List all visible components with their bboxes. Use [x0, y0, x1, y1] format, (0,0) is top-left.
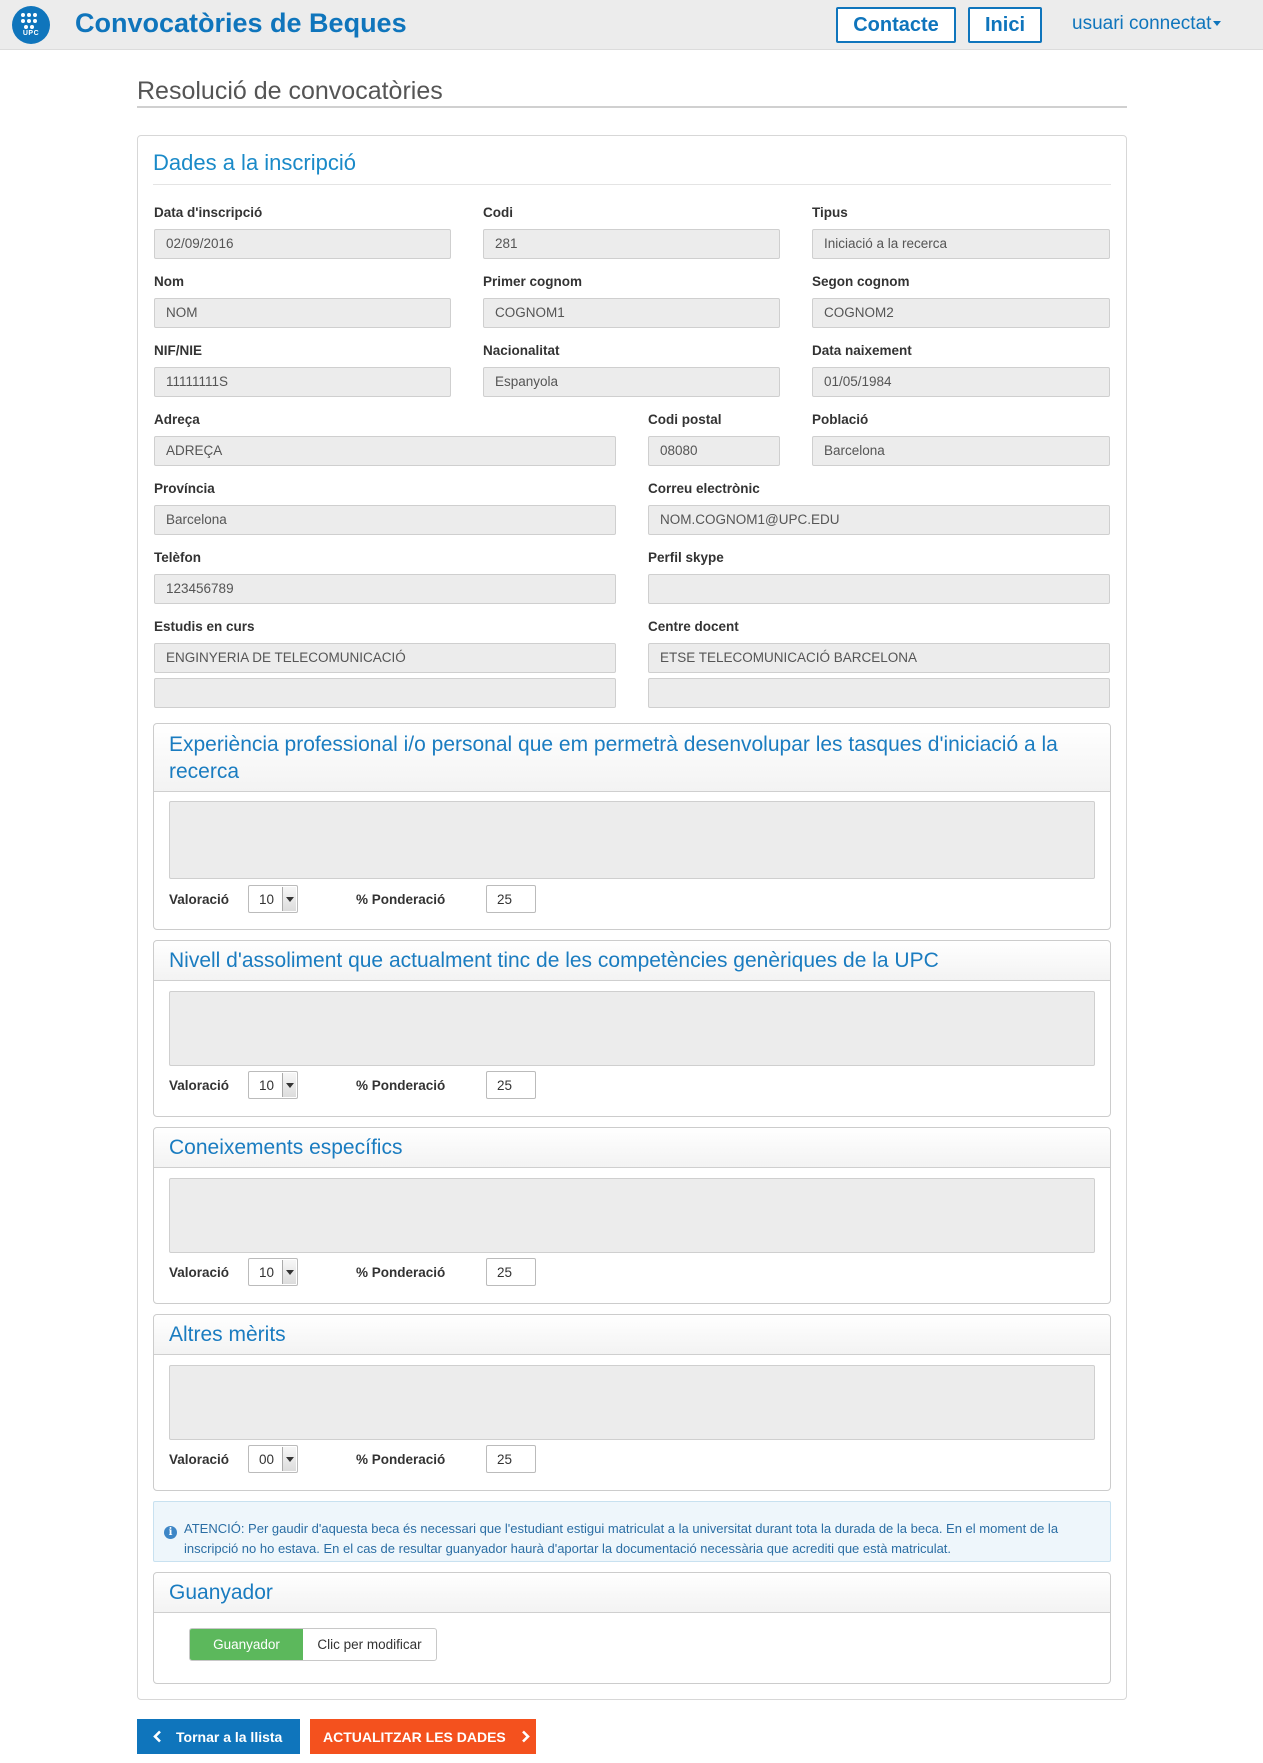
valoracio-label: Valoració	[169, 1265, 230, 1280]
label-nom: Nom	[154, 274, 184, 289]
nom-field[interactable]: NOM	[154, 298, 451, 328]
dropdown-arrow-icon	[282, 1260, 296, 1284]
valoracio-select[interactable]	[248, 1258, 298, 1286]
criterion-panel-altres-merits	[153, 1314, 1111, 1491]
valoracio-label: Valoració	[169, 1078, 230, 1093]
criterion-panel-coneixements	[153, 1127, 1111, 1304]
winner-header	[154, 1573, 1110, 1613]
page-title: Resolució de convocatòries	[137, 77, 443, 105]
home-button[interactable]: Inici	[968, 7, 1042, 43]
winner-toggle[interactable]	[189, 1628, 437, 1661]
valoracio-label: Valoració	[169, 1452, 230, 1467]
winner-state[interactable]: Guanyador	[190, 1629, 303, 1660]
ponderacio-input[interactable]: 25	[486, 885, 536, 913]
criterion-textarea[interactable]	[169, 1365, 1095, 1440]
label-skype: Perfil skype	[648, 550, 724, 565]
centre-field-2[interactable]	[648, 678, 1110, 708]
section-title: Dades a la inscripció	[153, 150, 356, 175]
label-adreca: Adreça	[154, 412, 200, 427]
upc-logo[interactable]	[12, 6, 50, 44]
criterion-title: Coneixements específics	[169, 1136, 403, 1159]
criterion-header	[154, 724, 1110, 792]
ponderacio-input[interactable]: 25	[486, 1258, 536, 1286]
data-naixement-field[interactable]: 01/05/1984	[812, 367, 1110, 397]
valoracio-select[interactable]	[248, 1445, 298, 1473]
label-primer-cognom: Primer cognom	[483, 274, 583, 289]
correu-field[interactable]: NOM.COGNOM1@UPC.EDU	[648, 505, 1110, 535]
estudis-field-2[interactable]	[154, 678, 616, 708]
label-nif: NIF/NIE	[154, 343, 203, 358]
data-inscripcio-field[interactable]: 02/09/2016	[154, 229, 451, 259]
label-nacionalitat: Nacionalitat	[483, 343, 560, 358]
poblacio-field[interactable]: Barcelona	[812, 436, 1110, 466]
valoracio-value: 00	[259, 1452, 275, 1467]
codi-field[interactable]: 281	[483, 229, 780, 259]
criterion-textarea[interactable]	[169, 991, 1095, 1066]
criterion-textarea[interactable]	[169, 1178, 1095, 1253]
tipus-field[interactable]: Iniciació a la recerca	[812, 229, 1110, 259]
dropdown-arrow-icon	[282, 1447, 296, 1471]
section-divider	[153, 184, 1111, 185]
winner-title: Guanyador	[169, 1581, 273, 1604]
ponderacio-input[interactable]: 25	[486, 1445, 536, 1473]
valoracio-label: Valoració	[169, 892, 230, 907]
contact-button[interactable]: Contacte	[836, 7, 956, 43]
logo-dots	[21, 13, 41, 29]
valoracio-value: 10	[259, 1078, 275, 1093]
valoracio-select[interactable]	[248, 885, 298, 913]
ponderacio-label: % Ponderació	[356, 1078, 446, 1093]
criterion-title: Nivell d'assoliment que actualment tinc de les competències genèriques de la UPC	[169, 949, 939, 972]
update-data-button[interactable]	[310, 1719, 536, 1754]
valoracio-value: 10	[259, 892, 275, 907]
back-to-list-button[interactable]	[137, 1719, 300, 1754]
nif-field[interactable]: 11111111S	[154, 367, 451, 397]
valoracio-select[interactable]	[248, 1071, 298, 1099]
dropdown-arrow-icon	[282, 1073, 296, 1097]
telefon-field[interactable]: 123456789	[154, 574, 616, 604]
criterion-textarea[interactable]	[169, 801, 1095, 879]
criterion-header	[154, 1315, 1110, 1355]
back-to-list-label: Tornar a la llista	[176, 1728, 283, 1745]
label-telefon: Telèfon	[154, 550, 201, 565]
app-title[interactable]: Convocatòries de Beques	[75, 8, 407, 38]
winner-modify[interactable]: Clic per modificar	[317, 1637, 422, 1652]
centre-field[interactable]: ETSE TELECOMUNICACIÓ BARCELONA	[648, 643, 1110, 673]
provincia-field[interactable]: Barcelona	[154, 505, 616, 535]
ponderacio-label: % Ponderació	[356, 1265, 446, 1280]
label-correu: Correu electrònic	[648, 481, 760, 496]
caret-down-icon	[1213, 21, 1221, 26]
label-provincia: Província	[154, 481, 215, 496]
label-estudis: Estudis en curs	[154, 619, 255, 634]
criterion-panel-experiencia	[153, 723, 1111, 930]
criterion-header	[154, 1128, 1110, 1168]
user-menu[interactable]	[1072, 13, 1221, 35]
segon-cognom-field[interactable]: COGNOM2	[812, 298, 1110, 328]
adreca-field[interactable]: ADREÇA	[154, 436, 616, 466]
label-segon-cognom: Segon cognom	[812, 274, 910, 289]
logo-text: UPC	[22, 30, 40, 37]
criterion-title: Experiència professional i/o personal que em permetrà desenvolupar les tasques d'iniciació a la recerca	[169, 733, 1058, 783]
ponderacio-input[interactable]: 25	[486, 1071, 536, 1099]
label-data-naixement: Data naixement	[812, 343, 912, 358]
dropdown-arrow-icon	[282, 887, 296, 911]
valoracio-value: 10	[259, 1265, 275, 1280]
codi-postal-field[interactable]: 08080	[648, 436, 780, 466]
ponderacio-label: % Ponderació	[356, 1452, 446, 1467]
top-bar	[0, 0, 1263, 50]
criterion-panel-competencies	[153, 940, 1111, 1117]
skype-field[interactable]	[648, 574, 1110, 604]
ponderacio-label: % Ponderació	[356, 892, 446, 907]
nacionalitat-field[interactable]: Espanyola	[483, 367, 780, 397]
label-codi-postal: Codi postal	[648, 412, 722, 427]
title-divider	[137, 106, 1127, 108]
chevron-left-icon	[153, 1730, 162, 1743]
update-data-label: ACTUALITZAR LES DADES	[323, 1728, 506, 1745]
attention-alert	[153, 1501, 1111, 1562]
label-tipus: Tipus	[812, 205, 848, 220]
label-poblacio: Població	[812, 412, 869, 427]
primer-cognom-field[interactable]: COGNOM1	[483, 298, 780, 328]
label-data-inscripcio: Data d'inscripció	[154, 205, 263, 220]
user-menu-label: usuari connectat	[1072, 13, 1212, 34]
label-codi: Codi	[483, 205, 513, 220]
criterion-title: Altres mèrits	[169, 1323, 286, 1346]
label-centre: Centre docent	[648, 619, 739, 634]
info-icon: i	[164, 1526, 177, 1539]
alert-text: ATENCIÓ: Per gaudir d'aquesta beca és necessari que l'estudiant estigui matriculat a la universitat durant tota la durada de la beca. En el moment de la inscripció no ho estava. En el cas de resultar guanyador haurà d'aportar la documentació necessària que acrediti que està matriculat.	[184, 1521, 1059, 1556]
criterion-header	[154, 941, 1110, 981]
chevron-right-icon	[521, 1730, 530, 1743]
estudis-field[interactable]: ENGINYERIA DE TELECOMUNICACIÓ	[154, 643, 616, 673]
